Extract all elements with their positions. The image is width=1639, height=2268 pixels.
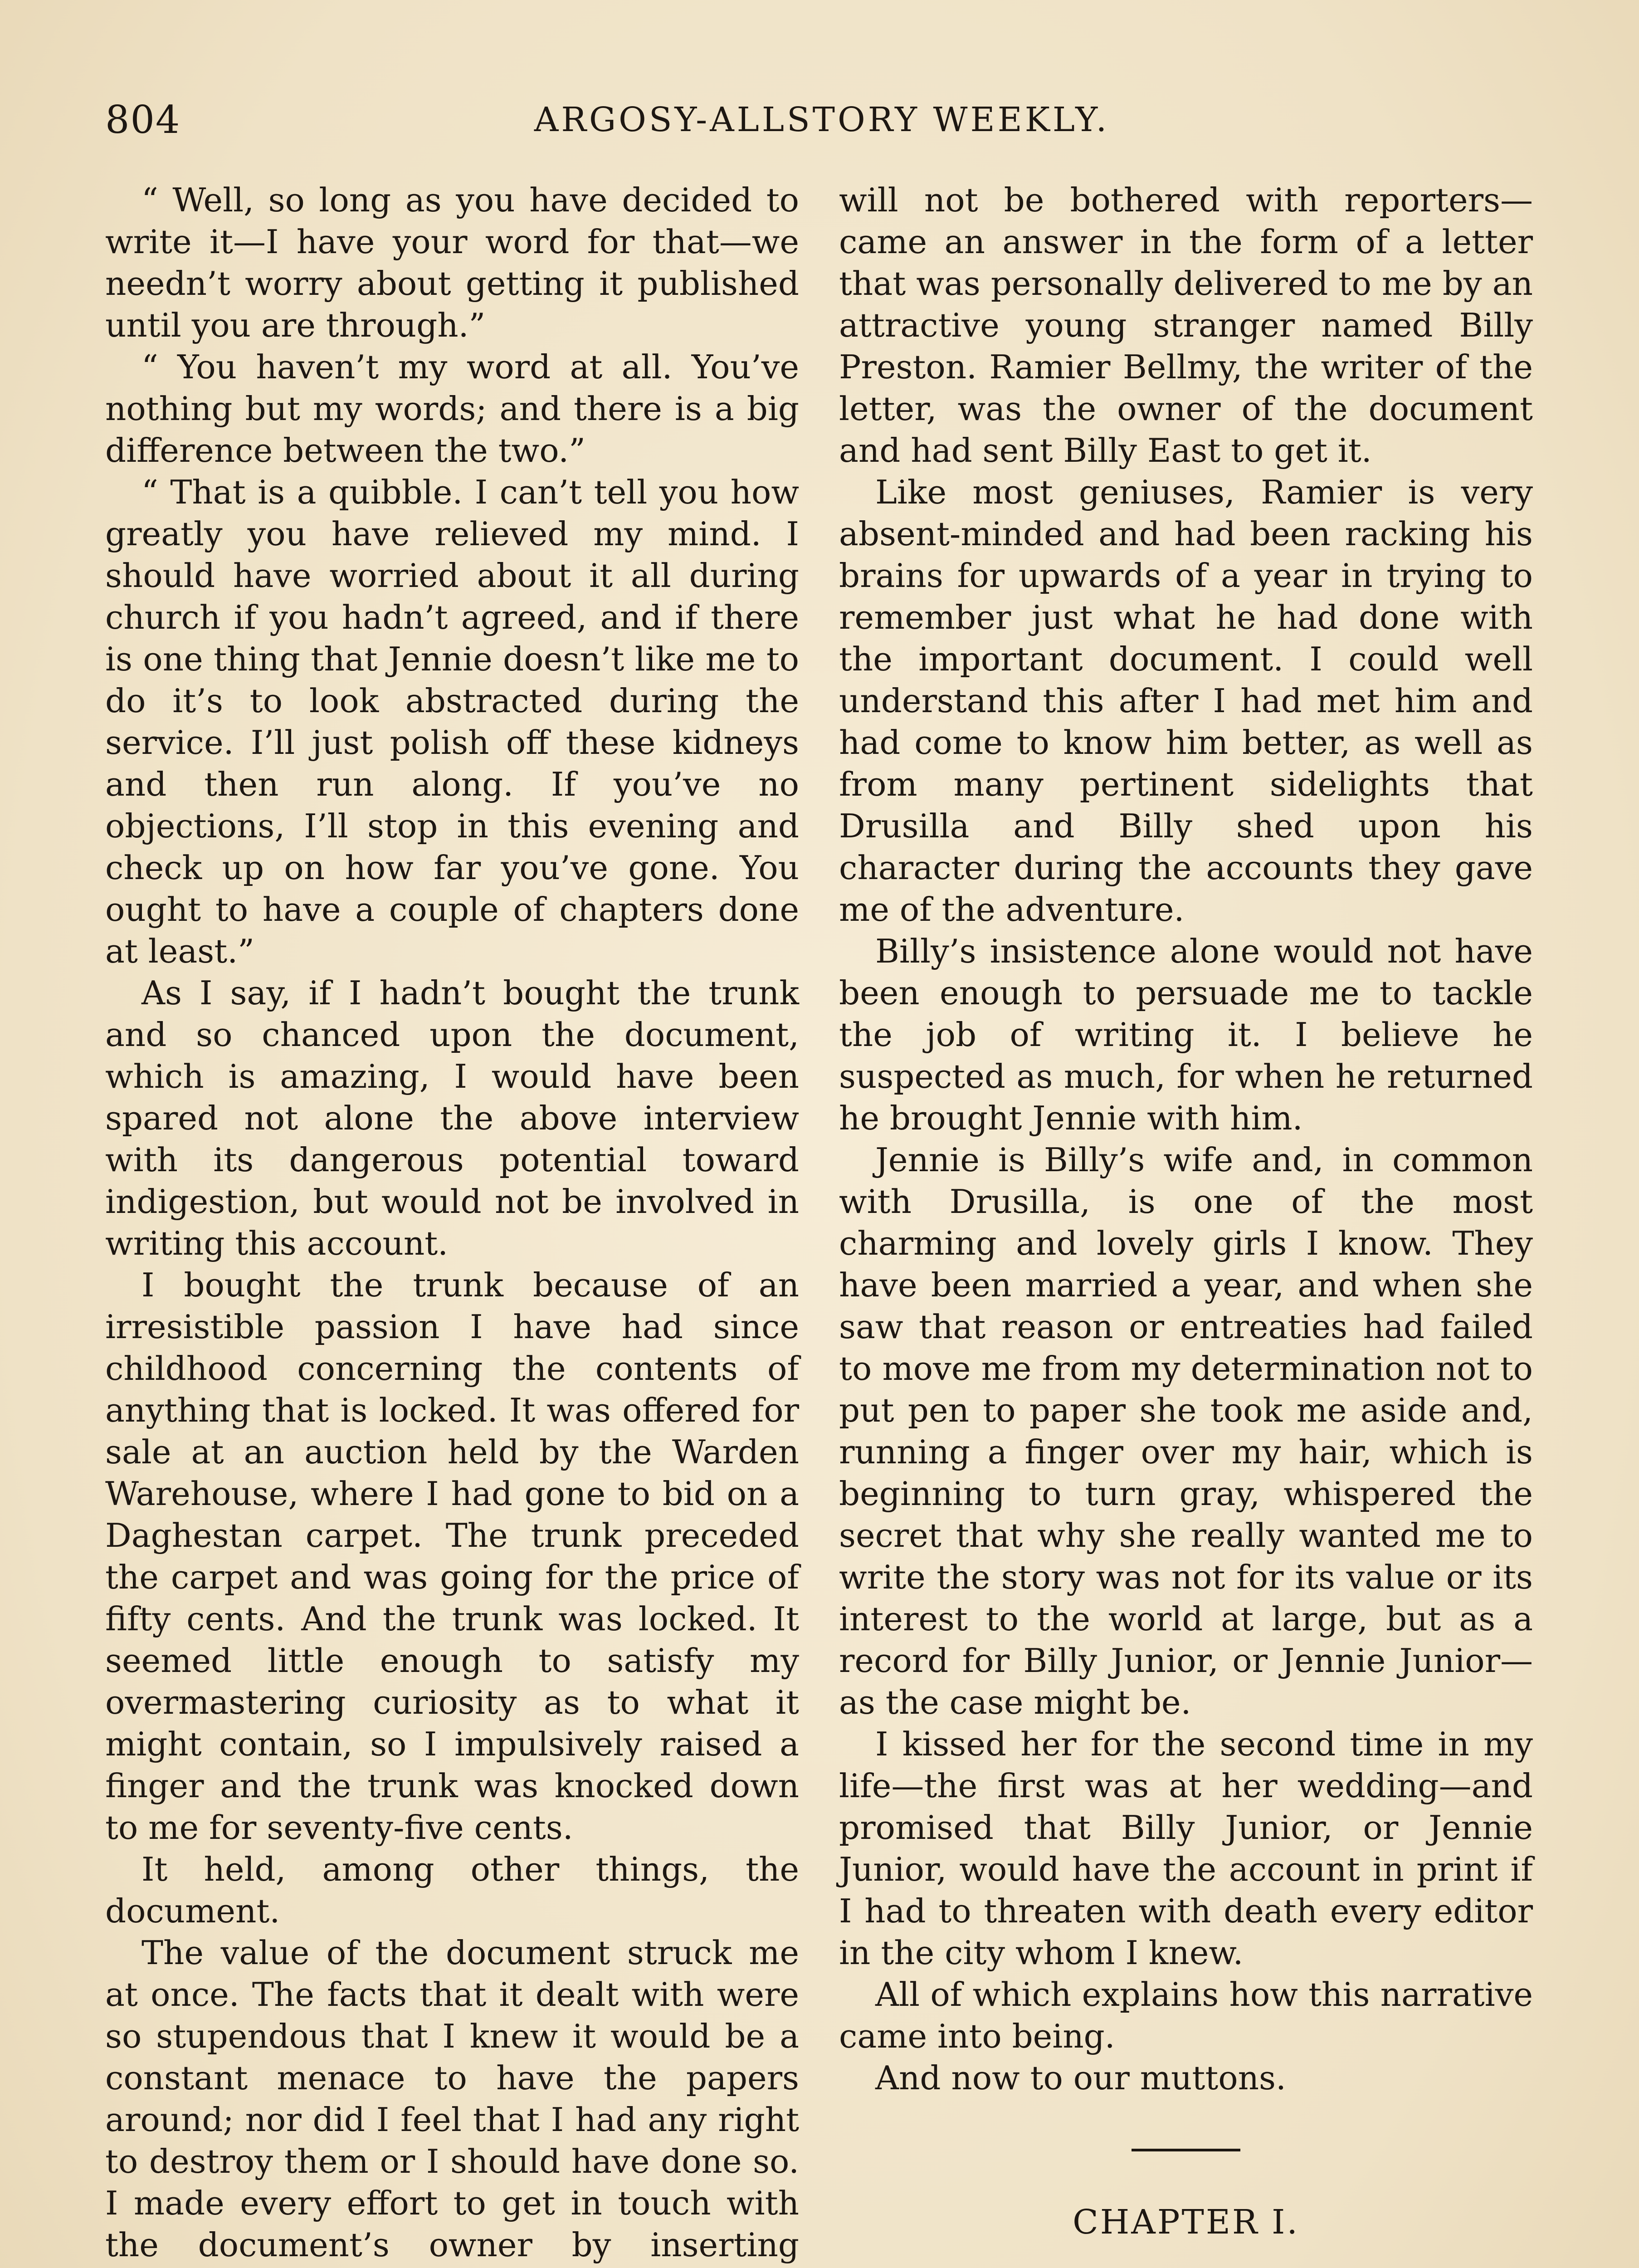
section-divider [1132,2149,1240,2151]
paragraph: I kissed her for the second time in my life—the first was at her wedding—and promised that Billy Junior, or Jennie Junior, would have the account in print if I had to threaten with death every editor in the city whom I knew. [839,1725,1533,1972]
paragraph: The value of the document struck me at once. The facts that it dealt with were so stupendous that I knew it would be a constant menace to have the papers around; nor did I feel that I had any right to destroy them or I should have done so. I made every effort to get in touch with the document’s owner by inserting [105,1934,799,2264]
paragraph: Billy’s insistence alone would not have been enough to persuade me to tackle the job of writing it. I believe he suspected as much, for when he returned he brought Jennie with him. [839,932,1533,1137]
running-head: ARGOSY-ALLSTORY WEEKLY. [534,100,1110,139]
chapter-title: CHAPTER I. [1073,2203,1299,2242]
paragraph: will not be bothered with reporters—came an answer in the form of a letter that was personally delivered to me by an attractive young stranger named Billy Preston. Ramier Bellmy, the writer of the letter, was the owner of the document and had sent Billy East to get it. [839,181,1533,469]
paragraph: Like most geniuses, Ramier is very absent-minded and had been racking his brains for upwards of a year in trying to remember just what he had done with the important document. I could well understand this after I had met him and had come to know him better, as well as from many pertinent sidelights that Drusilla and Billy shed upon his character during the accounts they gave me of the adventure. [839,473,1533,929]
left-column [105,179,799,2268]
paragraph: Jennie is Billy’s wife and, in common with Drusilla, is one of the most charming and lovely girls I know. They have been married a year, and when she saw that reason or entreaties had failed to move me from my determination not to put pen to paper she took me aside and, running a finger over my hair, which is beginning to turn gray, whispered the secret that why she really wanted me to write the story was not for its value or its interest to the world at large, but as a record for Billy Junior, or Jennie Junior—as the case might be. [839,1141,1533,1721]
page-header [105,98,1538,152]
page-number: 804 [105,98,181,142]
paragraph: “ Well, so long as you have decided to write it—I have your word for that—we needn’t worry about getting it published until you are through.” [105,181,799,344]
paragraph: As I say, if I hadn’t bought the trunk and so chanced upon the document, which is amazing, I would have been spared not alone the above interview with its dangerous potential toward indigestion, but would not be involved in writing this account. [105,974,799,1262]
paragraph: And now to our muttons. [875,2059,1286,2097]
paragraph: I bought the trunk because of an irresistible passion I have had since childhood concerning the contents of anything that is locked. It was offered for sale at an auction held by the Warden Warehouse, where I had gone to bid on a Daghestan carpet. The trunk preceded the carpet and was going for the price of fifty cents. And the trunk was locked. It seemed little enough to satisfy my overmastering curiosity as to what it might contain, so I impulsively raised a finger and the trunk was knocked down to me for seventy-five cents. [105,1266,799,1847]
paragraph: “ That is a quibble. I can’t tell you how greatly you have relieved my mind. I should have worried about it all during church if you hadn’t agreed, and if there is one thing that Jennie doesn’t like me to do it’s to look abstracted during the service. I’ll just polish off these kidneys and then run along. If you’ve no objections, I’ll stop in this evening and check up on how far you’ve gone. You ought to have a couple of chapters done at least.” [105,473,799,970]
paragraph: It held, among other things, the document. [105,1850,799,1930]
paragraph: All of which explains how this narrative came into being. [839,1975,1533,2055]
paragraph: “ You haven’t my word at all. You’ve nothing but my words; and there is a big difference between the two.” [105,348,799,469]
right-column [839,179,1533,2268]
